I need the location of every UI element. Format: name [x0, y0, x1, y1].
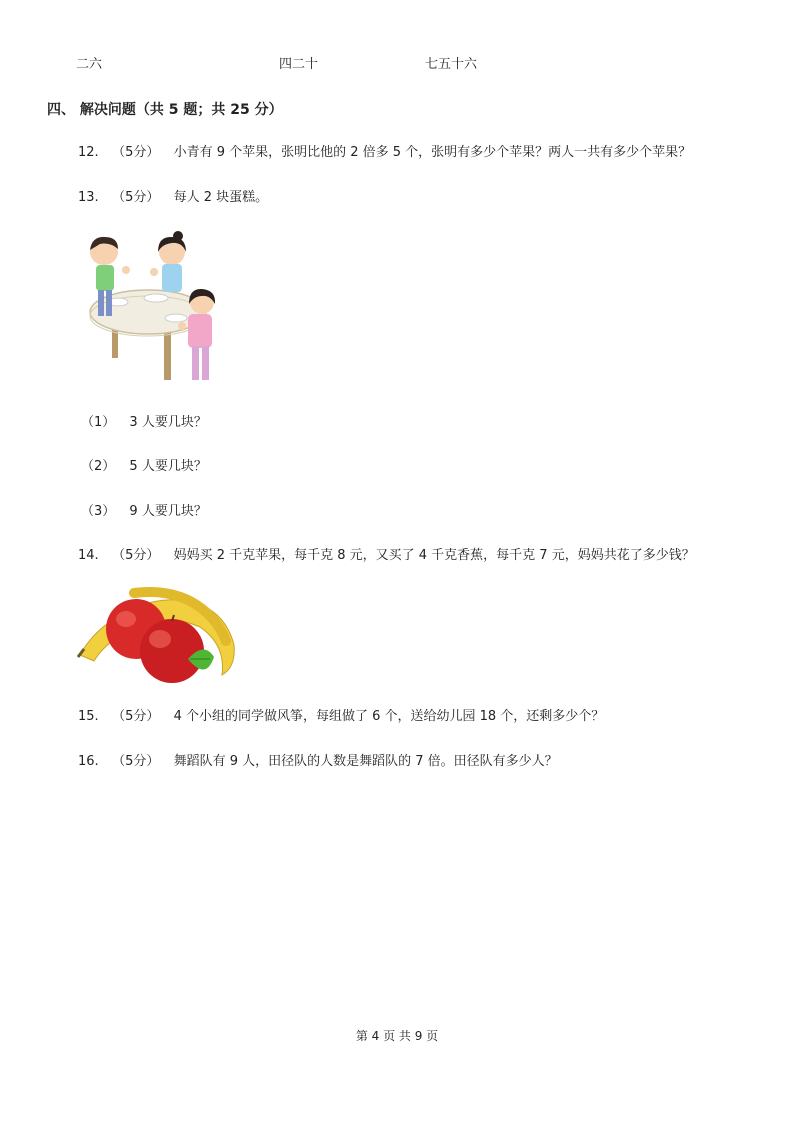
- question-score: （5分）: [112, 190, 160, 205]
- question-12: [78, 145, 691, 161]
- sub-question-text: 5 人要几块？: [129, 459, 207, 474]
- question-13: [78, 190, 268, 206]
- question-16: [78, 754, 558, 770]
- question-score: （5分）: [112, 145, 160, 160]
- sub-question-3: [81, 504, 207, 520]
- question-number: 13.: [78, 190, 99, 205]
- answer-word-2: 四二十: [279, 57, 319, 72]
- question-number: 14.: [78, 548, 99, 563]
- sub-question-index: （2）: [81, 459, 116, 474]
- question-text: 舞蹈队有 9 人，田径队的人数是舞蹈队的 7 倍。田径队有多少人？: [173, 754, 558, 769]
- sub-question-index: （3）: [81, 504, 116, 519]
- children-table-illustration: [78, 230, 230, 385]
- sub-question-index: （1）: [81, 415, 116, 430]
- question-15: [78, 709, 604, 725]
- question-text: 每人 2 块蛋糕。: [173, 190, 269, 205]
- sub-question-2: [81, 459, 207, 475]
- question-14: [78, 548, 695, 564]
- question-number: 12.: [78, 145, 99, 160]
- sub-question-1: [81, 415, 207, 431]
- question-score: （5分）: [112, 548, 160, 563]
- question-text: 妈妈买 2 千克苹果，每千克 8 元，又买了 4 千克香蕉，每千克 7 元，妈妈共花了多少钱？: [173, 548, 695, 563]
- question-text: 4 个小组的同学做风筝，每组做了 6 个，送给幼儿园 18 个，还剩多少个？: [173, 709, 605, 724]
- section-heading: 四、 解决问题（共 5 题；共 25 分）: [47, 102, 283, 118]
- apples-bananas-illustration: [76, 585, 240, 689]
- question-number: 16.: [78, 754, 99, 769]
- question-score: （5分）: [112, 754, 160, 769]
- sub-question-text: 9 人要几块？: [129, 504, 207, 519]
- page-footer: 第 4 页 共 9 页: [355, 1029, 439, 1043]
- question-number: 15.: [78, 709, 99, 724]
- answer-word-1: 二六: [76, 57, 103, 72]
- sub-question-text: 3 人要几块？: [129, 415, 207, 430]
- question-text: 小青有 9 个苹果，张明比他的 2 倍多 5 个，张明有多少个苹果？两人一共有多少个苹果？: [173, 145, 692, 160]
- answer-word-3: 七五十六: [425, 57, 478, 72]
- question-score: （5分）: [112, 709, 160, 724]
